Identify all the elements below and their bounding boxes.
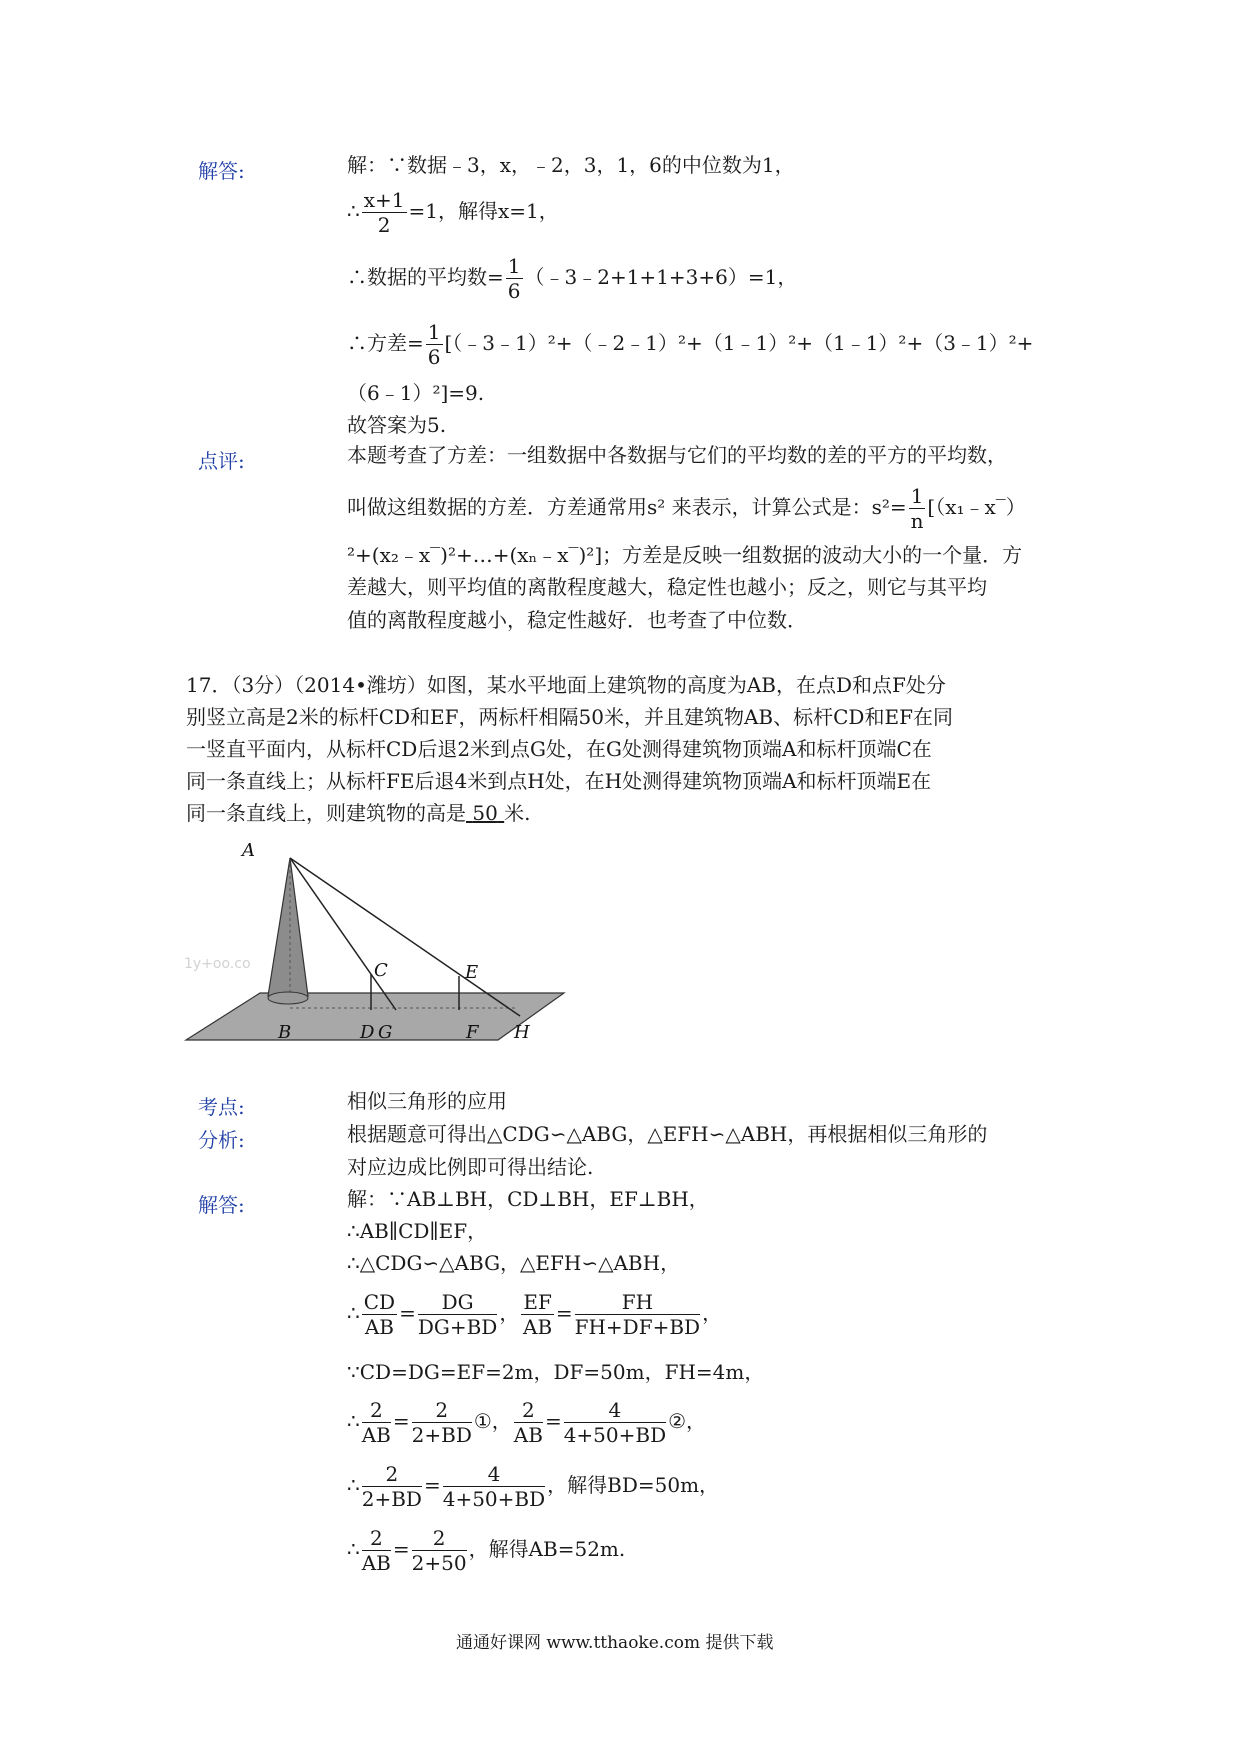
answer-line-1: 解：∵数据﹣3，x，﹣2，3，1，6的中位数为1， (347, 153, 795, 177)
label-c: C (374, 960, 388, 981)
label-f: F (466, 1022, 479, 1043)
answer-line-5: （6﹣1）²]=9. (347, 381, 485, 405)
solution-line-3: ∴△CDG∽△ABG，△EFH∽△ABH， (347, 1251, 681, 1275)
solution-line-7: ∴ $\frac{2}{2+BD}$ = $\frac{4}{4+50+BD}$ ，解得BD=50m， (347, 1462, 720, 1511)
answer-line-2: ∴ $\frac{x+1}{2}$ =1，解得x=1， (347, 188, 559, 237)
answer-blank: 50 (472, 801, 498, 825)
label-e: E (465, 962, 479, 983)
watermark: 1y+oo.co (184, 956, 251, 972)
comment-line-1: 本题考查了方差：一组数据中各数据与它们的平均数的差的平方的平均数， (347, 443, 1007, 467)
answer-line-6: 故答案为5. (347, 413, 447, 437)
geometry-figure (180, 838, 580, 1048)
label-kaodian: 考点: (198, 1095, 245, 1119)
label-d: D (360, 1022, 375, 1043)
solution-line-6: ∴ $\frac{2}{AB}$ = $\frac{2}{2+BD}$ ①， $\frac{2}{AB}$ = $\frac{4}{4+50+BD}$ ②， (347, 1398, 707, 1447)
label-g: G (378, 1022, 393, 1043)
problem-17-line-2: 别竖立高是2米的标杆CD和EF，两标杆相隔50米，并且建筑物AB、标杆CD和EF在同 (186, 705, 953, 729)
label-comment: 点评: (198, 449, 245, 473)
line-ah (290, 858, 520, 1016)
solution-line-5: ∵CD=DG=EF=2m，DF=50m，FH=4m， (347, 1360, 765, 1384)
solution-line-2: ∴AB∥CD∥EF， (347, 1219, 488, 1243)
ground-plane (186, 993, 564, 1040)
problem-17-line-4: 同一条直线上；从标杆FE后退4米到点H处，在H处测得建筑物顶端A和标杆顶端E在 (186, 769, 932, 793)
problem-17-line-1: 17．（3分）（2014•潍坊）如图，某水平地面上建筑物的高度为AB，在点D和点F处分 (186, 673, 946, 697)
comment-line-4: 差越大，则平均值的离散程度越大，稳定性也越小；反之，则它与其平均 (347, 575, 987, 599)
comment-line-3: ²+(x₂﹣x‾)²+…+(xₙ﹣x‾)²]；方差是反映一组数据的波动大小的一个量．方 (347, 543, 1023, 567)
label-a: A (242, 840, 255, 861)
label-b: B (278, 1022, 292, 1043)
fraction: $\frac{1}{6}$ (507, 254, 521, 303)
building-cone (268, 858, 308, 996)
problem-17-line-3: 一竖直平面内，从标杆CD后退2米到点G处，在G处测得建筑物顶端A和标杆顶端C在 (186, 737, 932, 761)
label-answer: 解答: (198, 159, 245, 183)
answer-line-3: ∴数据的平均数= $\frac{1}{6}$ （﹣3﹣2+1+1+3+6）=1， (347, 254, 798, 303)
answer-line-4: ∴方差= $\frac{1}{6}$ [（﹣3﹣1）²+（﹣2﹣1）²+（1﹣1）²+（1﹣1）²+（3﹣1）²+ (347, 320, 1034, 369)
solution-line-8: ∴ $\frac{2}{AB}$ = $\frac{2}{2+50}$ ，解得AB=52m. (347, 1526, 626, 1575)
fraction: $\frac{1}{6}$ (427, 320, 441, 369)
fraction: $\frac{1}{n}$ (910, 484, 924, 533)
label-fenxi: 分析: (198, 1128, 245, 1152)
comment-line-2: 叫做这组数据的方差．方差通常用s² 来表示，计算公式是：s²= $\frac{1}{n}$ [（x₁﹣x‾） (347, 484, 1026, 533)
page-footer: 通通好课网 www.tthaoke.com 提供下载 (456, 1633, 774, 1653)
fenxi-line-2: 对应边成比例即可得出结论. (347, 1155, 594, 1179)
comment-line-5: 值的离散程度越小，稳定性越好．也考查了中位数． (347, 608, 807, 632)
building-base (268, 992, 308, 1004)
label-h: H (514, 1022, 530, 1043)
fraction: $\frac{x+1}{2}$ (363, 188, 405, 237)
label-jieda: 解答: (198, 1193, 245, 1217)
solution-line-1: 解：∵AB⊥BH，CD⊥BH，EF⊥BH， (347, 1187, 709, 1211)
problem-17-line-5: 同一条直线上，则建筑物的高是 50 米. (186, 801, 531, 825)
fenxi-line-1: 根据题意可得出△CDG∽△ABG，△EFH∽△ABH，再根据相似三角形的 (347, 1122, 988, 1146)
solution-line-4: ∴ $\frac{CD}{AB}$ = $\frac{DG}{DG+BD}$ ， $\frac{EF}{AB}$ = $\frac{FH}{FH+DF+BD}$ ， (347, 1290, 723, 1339)
kaodian-text: 相似三角形的应用 (347, 1089, 507, 1113)
